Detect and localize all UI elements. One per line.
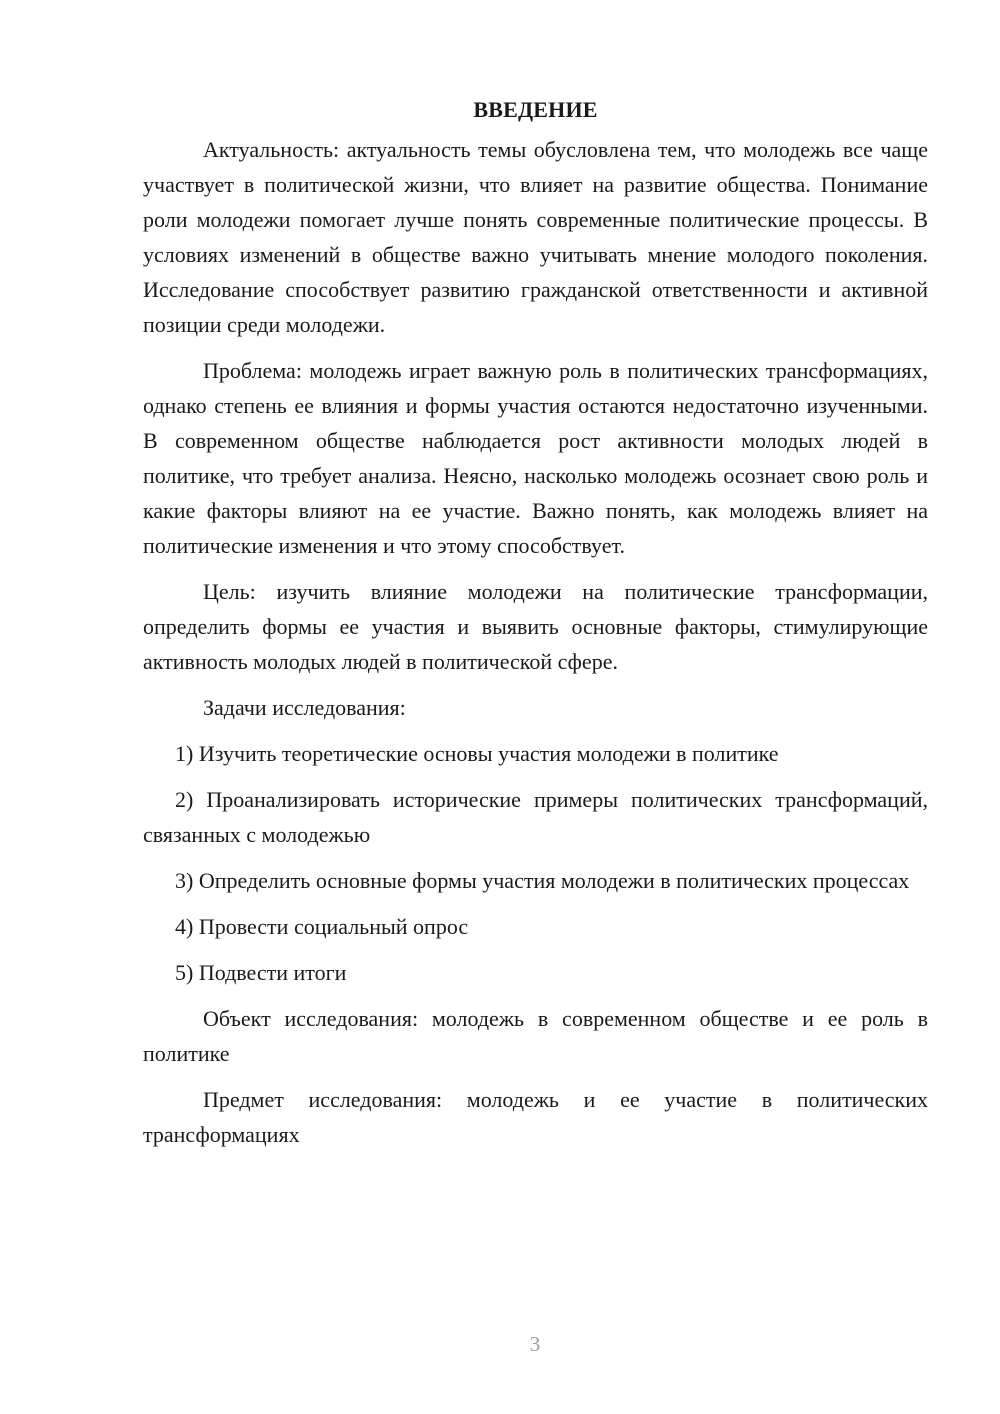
task-item-4: 4) Провести социальный опрос [175,914,469,939]
relevance-paragraph: Актуальность: актуальность темы обусловлена тем, что молодежь все чаще участвует в политической жизни, что влияет на развитие общества. Понимание роли молодежи помогает лучше понять современные политические процессы. В условиях изменений в обществе важно учитывать мнение молодого поколения. Исследование способствует развитию гражданской ответственности и активной позиции среди молодежи. [143,137,928,337]
task-item-5: 5) Подвести итоги [175,960,347,985]
page-number: 3 [529,1332,541,1356]
subject-paragraph: Предмет исследования: молодежь и ее участие в политических трансформациях [143,1087,928,1147]
task-item-3: 3) Определить основные формы участия молодежи в политических процессах [175,868,910,893]
problem-paragraph: Проблема: молодежь играет важную роль в политических трансформациях, однако степень ее влияния и формы участия остаются недостаточно изученными. В современном обществе наблюдается рост активности молодых людей в политике, что требует анализа. Неясно, насколько молодежь осознает свою роль и какие факторы влияют на ее участие. Важно понять, как молодежь влияет на политические изменения и что этому способствует. [143,358,928,558]
tasks-title: Задачи исследования: [203,695,406,720]
goal-paragraph: Цель: изучить влияние молодежи на политические трансформации, определить формы ее участия и выявить основные факторы, стимулирующие активность молодых людей в политической сфере. [143,579,928,674]
task-item-1: 1) Изучить теоретические основы участия молодежи в политике [175,741,779,766]
object-paragraph: Объект исследования: молодежь в современном обществе и ее роль в политике [143,1006,928,1066]
page-title: ВВЕДЕНИЕ [473,97,598,122]
page-content [143,92,928,1163]
task-item-2: 2) Проанализировать исторические примеры политических трансформаций, связанных с молодежью [143,787,928,847]
